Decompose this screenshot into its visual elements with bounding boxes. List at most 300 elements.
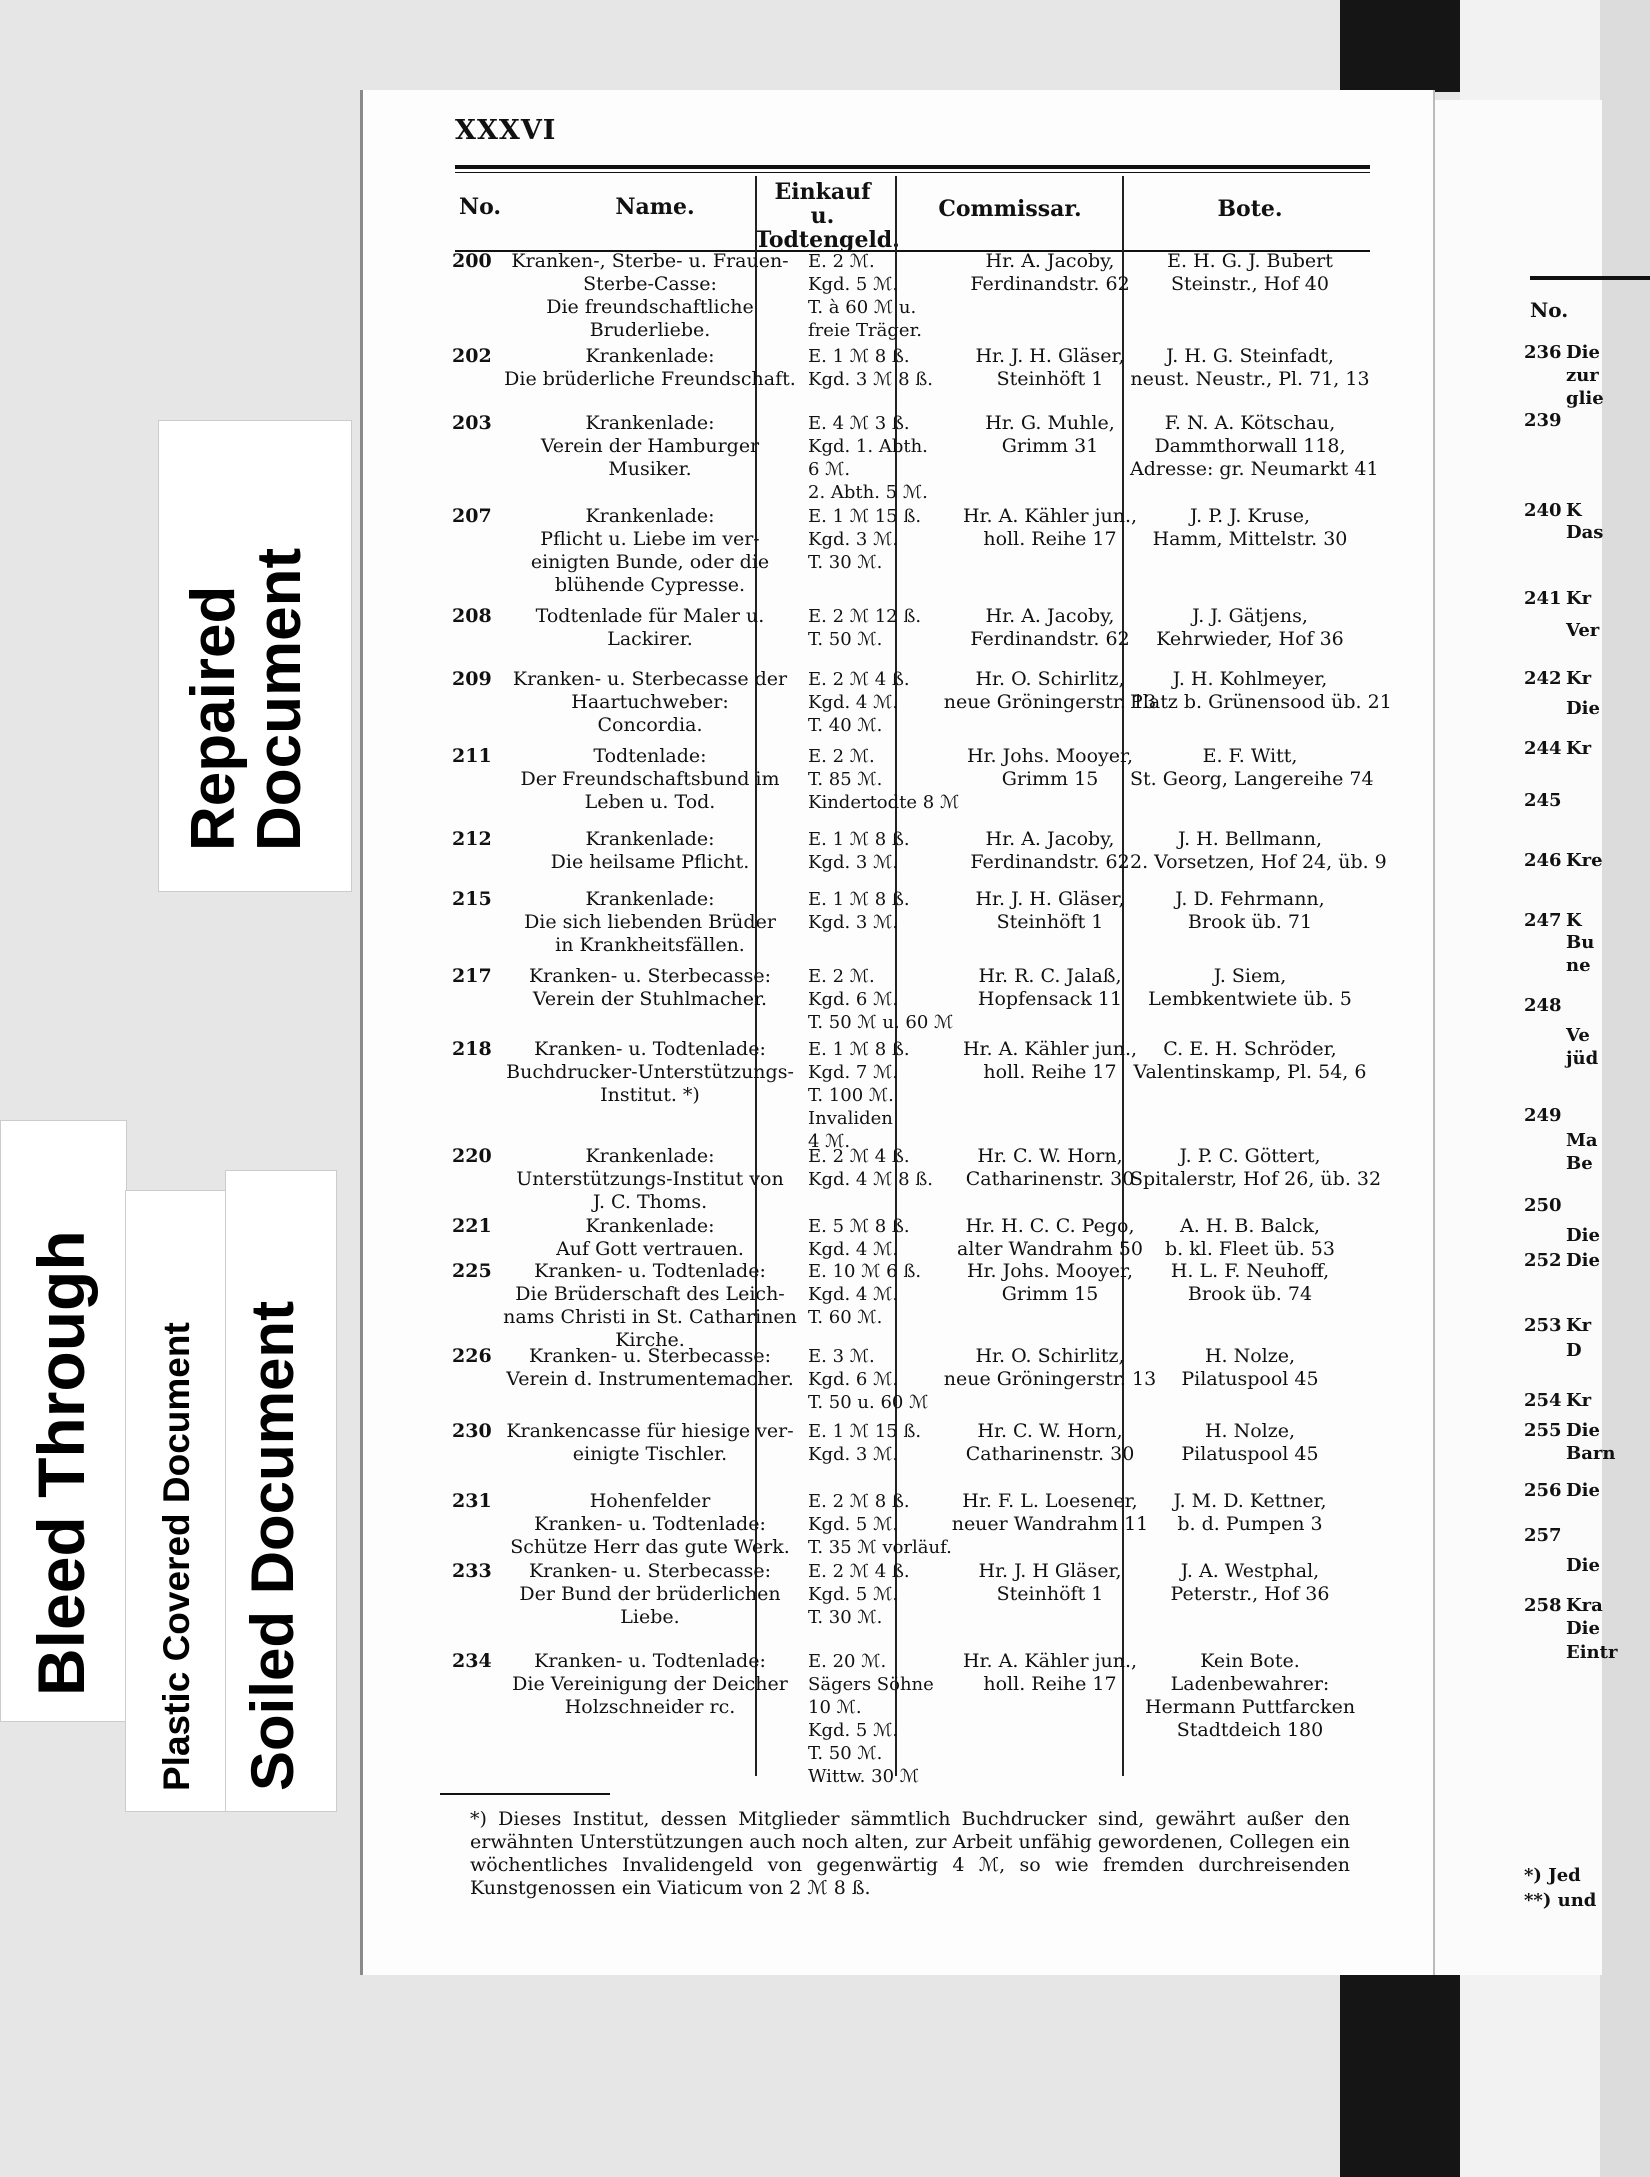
row-bote	[1130, 1345, 1370, 1391]
row-fee-line: E. 10 ℳ 6 ß.	[808, 1261, 922, 1282]
next-page-row	[1524, 1420, 1600, 1441]
column-header-bote: Bote.	[1217, 196, 1283, 222]
row-number: 203	[452, 412, 492, 434]
next-page-row-text: Die	[1566, 1480, 1600, 1501]
row-name-line: Concordia.	[597, 714, 703, 736]
next-page-row-text: Kr	[1566, 588, 1592, 609]
row-fee	[808, 1038, 930, 1153]
row-bote	[1130, 1490, 1370, 1536]
row-name-line: Krankenlade:	[585, 1145, 715, 1167]
row-commissar-line: Ferdinandstr. 62	[970, 273, 1130, 295]
row-commissar	[940, 505, 1160, 551]
row-bote-line: Stadtdeich 180	[1176, 1719, 1324, 1741]
row-name-line: Unterstützungs-Institut von	[516, 1168, 784, 1190]
row-bote-line: H. Nolze,	[1204, 1345, 1296, 1367]
row-name-line: Verein d. Instrumentemacher.	[506, 1368, 794, 1390]
row-name-line: Krankencasse für hiesige ver-	[506, 1420, 794, 1442]
row-bote	[1130, 1560, 1370, 1606]
next-page-row-number: 241	[1524, 588, 1562, 609]
next-page-row-text: Ve	[1566, 1025, 1590, 1046]
row-commissar	[940, 1490, 1160, 1536]
next-page-row	[1524, 1225, 1600, 1246]
row-bote-line: Hamm, Mittelstr. 30	[1152, 528, 1348, 550]
row-commissar-line: holl. Reihe 17	[983, 1673, 1117, 1695]
row-name-line: J. C. Thoms.	[592, 1191, 708, 1213]
next-page-row	[1524, 1618, 1600, 1639]
row-bote-line: J. H. G. Steinfadt,	[1166, 345, 1334, 367]
plastic-covered-label	[125, 1190, 232, 1812]
row-commissar	[940, 888, 1160, 934]
row-name-line: Die brüderliche Freundschaft.	[504, 368, 796, 390]
next-page-row-number: 244	[1524, 738, 1562, 759]
row-commissar	[940, 1560, 1160, 1606]
row-name-line: Kranken- u. Todtenlade:	[534, 1260, 766, 1282]
row-name-line: Kirche.	[615, 1329, 685, 1351]
next-page-row-number: 253	[1524, 1315, 1562, 1336]
next-page-row-number: 245	[1524, 790, 1562, 811]
row-name-line: Der Bund der brüderlichen	[519, 1583, 781, 1605]
row-fee	[808, 1560, 930, 1629]
row-fee-line: E. 2 ℳ 8 ß.	[808, 1491, 910, 1512]
next-page-row-number: 257	[1524, 1525, 1562, 1546]
next-page-row	[1524, 1525, 1566, 1546]
row-bote	[1130, 965, 1370, 1011]
row-bote-line: Ladenbewahrer:	[1170, 1673, 1330, 1695]
row-bote-line: J. M. D. Kettner,	[1173, 1490, 1327, 1512]
row-bote	[1130, 1260, 1370, 1306]
next-page-row	[1524, 365, 1599, 386]
row-number: 221	[452, 1215, 492, 1237]
next-page-row-text: zur	[1566, 365, 1599, 386]
row-number: 226	[452, 1345, 492, 1367]
soiled-document-text: Soiled Document	[239, 1300, 306, 1791]
row-commissar	[940, 1145, 1160, 1191]
row-commissar-line: holl. Reihe 17	[983, 1061, 1117, 1083]
row-name-line: Kranken- u. Todtenlade:	[534, 1650, 766, 1672]
next-page-row	[1524, 1480, 1600, 1501]
row-bote-line: Dammthorwall 118,	[1154, 435, 1346, 457]
next-page-row-text: D	[1566, 1340, 1582, 1361]
row-commissar-line: neue Gröningerstr. 13	[943, 1368, 1157, 1390]
row-commissar-line: Grimm 31	[1001, 435, 1099, 457]
row-fee-line: E. 2 ℳ 4 ß.	[808, 1146, 910, 1167]
row-commissar-line: Hr. C. W. Horn,	[977, 1145, 1123, 1167]
row-fee	[808, 412, 930, 504]
row-name-line: Die sich liebenden Brüder	[524, 911, 776, 933]
row-bote-line: 2. Vorsetzen, Hof 24, üb. 9	[1130, 851, 1387, 873]
row-fee	[808, 1215, 930, 1261]
row-name-line: Haartuchweber:	[571, 691, 729, 713]
row-fee-line: E. 2 ℳ 4 ß.	[808, 669, 910, 690]
row-fee	[808, 605, 930, 651]
row-commissar	[940, 1038, 1160, 1084]
row-name-line: Krankenlade:	[585, 828, 715, 850]
row-fee-line: E. 1 ℳ 8 ß.	[808, 829, 910, 850]
row-name-line: Kranken- u. Sterbecasse:	[528, 965, 772, 987]
soiled-document-label	[225, 1170, 337, 1812]
row-number: 200	[452, 250, 492, 272]
row-number: 209	[452, 668, 492, 690]
bleed-through-text: Bleed Through	[24, 1230, 98, 1696]
row-number: 208	[452, 605, 492, 627]
next-page-row-text: Die	[1566, 1420, 1600, 1441]
row-bote	[1130, 605, 1370, 651]
row-name-line: Kranken- u. Todtenlade:	[534, 1513, 766, 1535]
row-name-line: Institut. *)	[600, 1084, 700, 1106]
row-name	[500, 1650, 800, 1719]
row-name	[500, 1145, 800, 1214]
row-name-line: Todtenlade:	[593, 745, 707, 767]
row-name-line: Buchdrucker-Unterstützungs-	[506, 1061, 794, 1083]
row-bote	[1130, 888, 1370, 934]
row-name-line: Kranken- u. Sterbecasse der	[512, 668, 788, 690]
next-page-row	[1524, 1315, 1591, 1336]
next-page-row-number: 250	[1524, 1195, 1562, 1216]
row-name	[500, 345, 800, 391]
row-name-line: Todtenlade für Maler u.	[535, 605, 765, 627]
row-bote-line: Valentinskamp, Pl. 54, 6	[1133, 1061, 1367, 1083]
row-commissar-line: Steinhöft 1	[996, 911, 1104, 933]
next-page-row	[1524, 620, 1599, 641]
next-page-row-text: Ver	[1566, 620, 1600, 641]
next-page-row	[1524, 995, 1566, 1016]
next-page-row-number: 246	[1524, 850, 1562, 871]
row-fee-line: 6 ℳ.	[808, 459, 851, 480]
next-page-row-text: Die	[1566, 342, 1600, 363]
row-fee-line: Invaliden	[808, 1108, 893, 1129]
row-commissar-line: Hr. C. W. Horn,	[977, 1420, 1123, 1442]
next-page-row	[1524, 1153, 1593, 1174]
next-page-row-number: 248	[1524, 995, 1562, 1016]
row-commissar	[940, 1345, 1160, 1391]
row-number: 231	[452, 1490, 492, 1512]
row-commissar-line: Hr. J. H. Gläser,	[975, 345, 1125, 367]
row-name	[500, 1420, 800, 1466]
row-bote-line: F. N. A. Kötschau,	[1164, 412, 1336, 434]
row-commissar-line: alter Wandrahm 50	[957, 1238, 1143, 1260]
row-commissar	[940, 605, 1160, 651]
row-name-line: Liebe.	[620, 1606, 680, 1628]
row-fee	[808, 745, 960, 814]
next-page-row-text: K	[1566, 910, 1582, 931]
row-fee	[808, 250, 930, 342]
row-fee-line: Kgd. 5 ℳ.	[808, 1514, 899, 1535]
row-bote	[1130, 505, 1370, 551]
next-page-row	[1524, 388, 1604, 409]
next-page-row-text: Bu	[1566, 932, 1595, 953]
plastic-covered-text: Plastic Covered Document	[156, 1322, 197, 1791]
row-fee	[808, 668, 930, 737]
next-page-row-text: Die	[1566, 1225, 1600, 1246]
next-page-row	[1524, 698, 1600, 719]
row-fee-line: E. 2 ℳ 12 ß.	[808, 606, 922, 627]
row-fee-line: T. 50 u. 60 ℳ	[808, 1392, 929, 1413]
row-number: 215	[452, 888, 492, 910]
row-name	[500, 250, 800, 342]
row-fee-line: Kgd. 5 ℳ.	[808, 274, 899, 295]
footnote: *) Dieses Institut, dessen Mitglieder sämmtlich Buchdrucker sind, gewährt außer den erwähnten Unterstützungen auch noch alten, zur Arbeit unfähig gewordenen, Collegen ein wöchentliches Invalidengeld von gegenwärtig 4 ℳ, so wie fremden durchreisenden Kunstgenossen ein Viaticum von 2 ℳ 8 ß.	[470, 1808, 1350, 1899]
next-page-row-text: Kr	[1566, 1315, 1592, 1336]
next-page-row	[1524, 1250, 1600, 1271]
row-commissar-line: neue Gröningerstr. 13	[943, 691, 1157, 713]
next-page-row	[1524, 1443, 1615, 1464]
bleed-through-label	[0, 1120, 127, 1722]
row-commissar-line: Hr. A. Kähler jun.,	[962, 1038, 1138, 1060]
row-name	[500, 745, 800, 814]
row-name-line: Die Vereinigung der Deicher	[512, 1673, 788, 1695]
row-fee-line: Kgd. 4 ℳ 8 ß.	[808, 1169, 933, 1190]
row-bote-line: H. Nolze,	[1204, 1420, 1296, 1442]
next-page-footnote-2: **) und	[1524, 1890, 1597, 1911]
row-bote-line: Peterstr., Hof 36	[1170, 1583, 1330, 1605]
row-fee	[808, 965, 954, 1034]
row-commissar	[940, 828, 1160, 874]
row-bote	[1130, 745, 1374, 791]
row-fee-line: E. 2 ℳ.	[808, 966, 875, 987]
row-fee-line: Kgd. 3 ℳ.	[808, 912, 899, 933]
row-commissar-line: Catharinenstr. 30	[965, 1168, 1135, 1190]
row-commissar-line: Hr. A. Jacoby,	[985, 605, 1115, 627]
row-bote-line: Lembkentwiete üb. 5	[1148, 988, 1352, 1010]
next-page-row	[1524, 588, 1591, 609]
row-number: 217	[452, 965, 492, 987]
row-fee-line: Kgd. 5 ℳ.	[808, 1584, 899, 1605]
row-number: 202	[452, 345, 492, 367]
next-page-row	[1524, 342, 1600, 363]
row-name	[500, 1038, 800, 1107]
row-commissar-line: Hr. R. C. Jalaß,	[978, 965, 1122, 987]
row-fee-line: Sägers Söhne	[808, 1674, 934, 1695]
next-page-row-text: Das	[1566, 522, 1604, 543]
row-fee-line: Kindertodte 8 ℳ	[808, 792, 960, 813]
row-commissar-line: Hr. A. Jacoby,	[985, 250, 1115, 272]
row-commissar-line: Hr. Johs. Mooyer,	[966, 745, 1134, 767]
row-bote-line: Pilatuspool 45	[1181, 1368, 1319, 1390]
row-commissar	[940, 345, 1160, 391]
row-fee-line: T. 30 ℳ.	[808, 552, 883, 573]
next-page-row	[1524, 790, 1566, 811]
row-bote-line: J. H. Kohlmeyer,	[1172, 668, 1328, 690]
row-commissar-line: Ferdinandstr. 62	[970, 851, 1130, 873]
row-fee-line: Kgd. 3 ℳ.	[808, 852, 899, 873]
row-fee	[808, 1345, 930, 1414]
next-page-row	[1524, 1105, 1566, 1126]
row-number: 234	[452, 1650, 492, 1672]
row-fee-line: E. 1 ℳ 15 ß.	[808, 506, 922, 527]
row-bote-line: b. kl. Fleet üb. 53	[1165, 1238, 1335, 1260]
row-fee	[808, 1145, 933, 1191]
column-header-fee-line2: u. Todtengeld.	[755, 203, 900, 253]
row-bote-line: J. D. Fehrmann,	[1175, 888, 1325, 910]
next-page-row-number: 236	[1524, 342, 1562, 363]
row-name-line: Kranken- u. Sterbecasse:	[528, 1345, 772, 1367]
row-bote-line: J. J. Gätjens,	[1192, 605, 1308, 627]
row-number: 207	[452, 505, 492, 527]
row-fee-line: 10 ℳ.	[808, 1697, 862, 1718]
next-page-row-text: Be	[1566, 1153, 1593, 1174]
row-fee-line: Kgd. 4 ℳ.	[808, 1284, 899, 1305]
row-fee	[808, 1420, 930, 1466]
row-fee	[808, 1650, 934, 1788]
repaired-label-line1: Repaired	[179, 585, 248, 851]
row-bote-line: Platz b. Grünensood üb. 21	[1130, 691, 1392, 713]
next-page-row	[1524, 668, 1591, 689]
next-page-row-text: Kra	[1566, 1595, 1603, 1616]
row-name	[500, 1560, 800, 1629]
row-fee	[808, 1490, 952, 1559]
row-name-line: Krankenlade:	[585, 345, 715, 367]
row-commissar-line: Hr. G. Muhle,	[985, 412, 1115, 434]
row-commissar-line: Hr. A. Kähler jun.,	[962, 505, 1138, 527]
binding-shadow-bottom	[1340, 1975, 1460, 2177]
next-page-row	[1524, 522, 1603, 543]
row-bote-line: E. H. G. J. Bubert	[1167, 250, 1333, 272]
row-bote	[1130, 828, 1387, 874]
next-page-row-text: Ma	[1566, 1130, 1598, 1151]
row-bote-line: J. A. Westphal,	[1180, 1560, 1320, 1582]
row-name	[500, 1215, 800, 1261]
row-fee-line: E. 2 ℳ.	[808, 251, 875, 272]
row-bote-line: E. F. Witt,	[1202, 745, 1298, 767]
row-bote	[1130, 1420, 1370, 1466]
row-name-line: Krankenlade:	[585, 1215, 715, 1237]
row-fee-line: freie Träger.	[808, 320, 922, 341]
row-fee-line: E. 2 ℳ 4 ß.	[808, 1561, 910, 1582]
next-page-row-text: Die	[1566, 698, 1600, 719]
row-fee	[808, 345, 933, 391]
row-fee-line: T. 35 ℳ vorläuf.	[808, 1537, 952, 1558]
next-page-row	[1524, 1025, 1590, 1046]
repaired-label-text	[181, 548, 313, 851]
row-bote-line: J. P. C. Göttert,	[1179, 1145, 1321, 1167]
row-fee-line: 4 ℳ.	[808, 1131, 851, 1152]
row-name-line: Die heilsame Pflicht.	[550, 851, 750, 873]
row-name-line: Verein der Stuhlmacher.	[532, 988, 768, 1010]
next-page-row-number: 247	[1524, 910, 1562, 931]
row-commissar-line: Catharinenstr. 30	[965, 1443, 1135, 1465]
row-name-line: Schütze Herr das gute Werk.	[510, 1536, 790, 1558]
next-page-row-text: Kr	[1566, 1390, 1592, 1411]
next-page-row	[1524, 1195, 1566, 1216]
row-commissar-line: Hr. F. L. Loesener,	[962, 1490, 1138, 1512]
next-page-row-text: Die	[1566, 1250, 1600, 1271]
row-fee-line: 2. Abth. 5 ℳ.	[808, 482, 928, 503]
row-fee-line: Kgd. 3 ℳ.	[808, 529, 899, 550]
row-fee-line: T. 50 ℳ.	[808, 629, 883, 650]
next-page-row-number: 242	[1524, 668, 1562, 689]
row-name-line: Holzschneider rc.	[564, 1696, 736, 1718]
page-title: XXXVI	[455, 115, 557, 146]
next-page-row-number: 256	[1524, 1480, 1562, 1501]
row-commissar	[940, 668, 1160, 714]
header-rule	[455, 165, 1370, 169]
row-commissar-line: Hr. H. C. C. Pego,	[965, 1215, 1135, 1237]
row-name	[500, 505, 800, 597]
row-fee-line: T. 30 ℳ.	[808, 1607, 883, 1628]
row-fee-line: T. 50 ℳ u. 60 ℳ	[808, 1012, 954, 1033]
row-fee-line: T. 85 ℳ.	[808, 769, 883, 790]
row-fee-line: E. 20 ℳ.	[808, 1651, 887, 1672]
next-page-fragment	[1430, 100, 1618, 1975]
row-name-line: Hohenfelder	[589, 1490, 711, 1512]
next-page-header: No.	[1530, 298, 1569, 322]
row-bote	[1130, 250, 1370, 296]
row-number: 233	[452, 1560, 492, 1582]
next-page-row	[1524, 1130, 1598, 1151]
row-fee-line: Kgd. 7 ℳ.	[808, 1062, 899, 1083]
next-page-row	[1524, 955, 1591, 976]
row-commissar	[940, 1260, 1160, 1306]
row-name-line: Musiker.	[608, 458, 692, 480]
row-number: 212	[452, 828, 492, 850]
next-page-row-text: Kre	[1566, 850, 1603, 871]
row-bote-line: Adresse: gr. Neumarkt 41	[1130, 458, 1379, 480]
row-fee-line: Kgd. 3 ℳ 8 ß.	[808, 369, 933, 390]
next-page-row-text: glie	[1566, 388, 1604, 409]
row-fee-line: E. 1 ℳ 15 ß.	[808, 1421, 922, 1442]
row-name-line: Auf Gott vertrauen.	[556, 1238, 744, 1260]
row-bote-line: Steinstr., Hof 40	[1171, 273, 1329, 295]
row-name-line: Der Freundschaftsbund im	[520, 768, 780, 790]
row-name-line: Pflicht u. Liebe im ver-	[540, 528, 760, 550]
row-name	[500, 1490, 800, 1559]
next-page-row-number: 240	[1524, 500, 1562, 521]
row-number: 230	[452, 1420, 492, 1442]
row-name-line: Kranken- u. Sterbecasse:	[528, 1560, 772, 1582]
row-bote-line: Pilatuspool 45	[1181, 1443, 1319, 1465]
row-name-line: Krankenlade:	[585, 412, 715, 434]
column-header-fee-line1: Einkauf	[774, 179, 871, 205]
row-commissar	[940, 1650, 1160, 1696]
next-page-row	[1524, 1340, 1582, 1361]
row-name-line: Die Brüderschaft des Leich-	[515, 1283, 785, 1305]
row-fee-line: Kgd. 6 ℳ.	[808, 989, 899, 1010]
row-bote-line: H. L. F. Neuhoff,	[1170, 1260, 1330, 1282]
row-commissar-line: Hr. A. Jacoby,	[985, 828, 1115, 850]
row-bote	[1130, 1038, 1370, 1084]
row-bote-line: A. H. B. Balck,	[1179, 1215, 1321, 1237]
next-page-row-text: Barn	[1566, 1443, 1616, 1464]
next-page-row	[1524, 500, 1582, 521]
row-fee-line: E. 4 ℳ 3 ß.	[808, 413, 910, 434]
next-page-row	[1524, 1642, 1617, 1663]
row-fee-line: E. 1 ℳ 8 ß.	[808, 1039, 910, 1060]
next-page-row-text: ne	[1566, 955, 1591, 976]
row-fee-line: Wittw. 30 ℳ	[808, 1766, 919, 1787]
row-commissar-line: Steinhöft 1	[996, 1583, 1104, 1605]
row-fee-line: Kgd. 5 ℳ.	[808, 1720, 899, 1741]
row-bote	[1130, 412, 1379, 481]
next-page-row-text: K	[1566, 500, 1582, 521]
row-fee-line: T. 40 ℳ.	[808, 715, 883, 736]
row-fee-line: T. 100 ℳ.	[808, 1085, 894, 1106]
row-bote-line: C. E. H. Schröder,	[1163, 1038, 1337, 1060]
row-name-line: Kranken- u. Todtenlade:	[534, 1038, 766, 1060]
row-commissar-line: Hr. J. H Gläser,	[978, 1560, 1122, 1582]
binding-shadow-top	[1340, 0, 1460, 92]
row-bote	[1130, 668, 1392, 714]
next-page-row-text: Die	[1566, 1555, 1600, 1576]
row-bote	[1130, 345, 1370, 391]
row-fee-line: E. 1 ℳ 8 ß.	[808, 346, 910, 367]
next-page-row-text: jüd	[1566, 1048, 1599, 1069]
row-bote-line: Spitalerstr, Hof 26, üb. 32	[1130, 1168, 1382, 1190]
row-commissar	[940, 745, 1160, 791]
row-name-line: Sterbe-Casse:	[583, 273, 717, 295]
column-header-fee	[755, 179, 900, 253]
row-name	[500, 828, 800, 874]
row-fee-line: E. 1 ℳ 8 ß.	[808, 889, 910, 910]
